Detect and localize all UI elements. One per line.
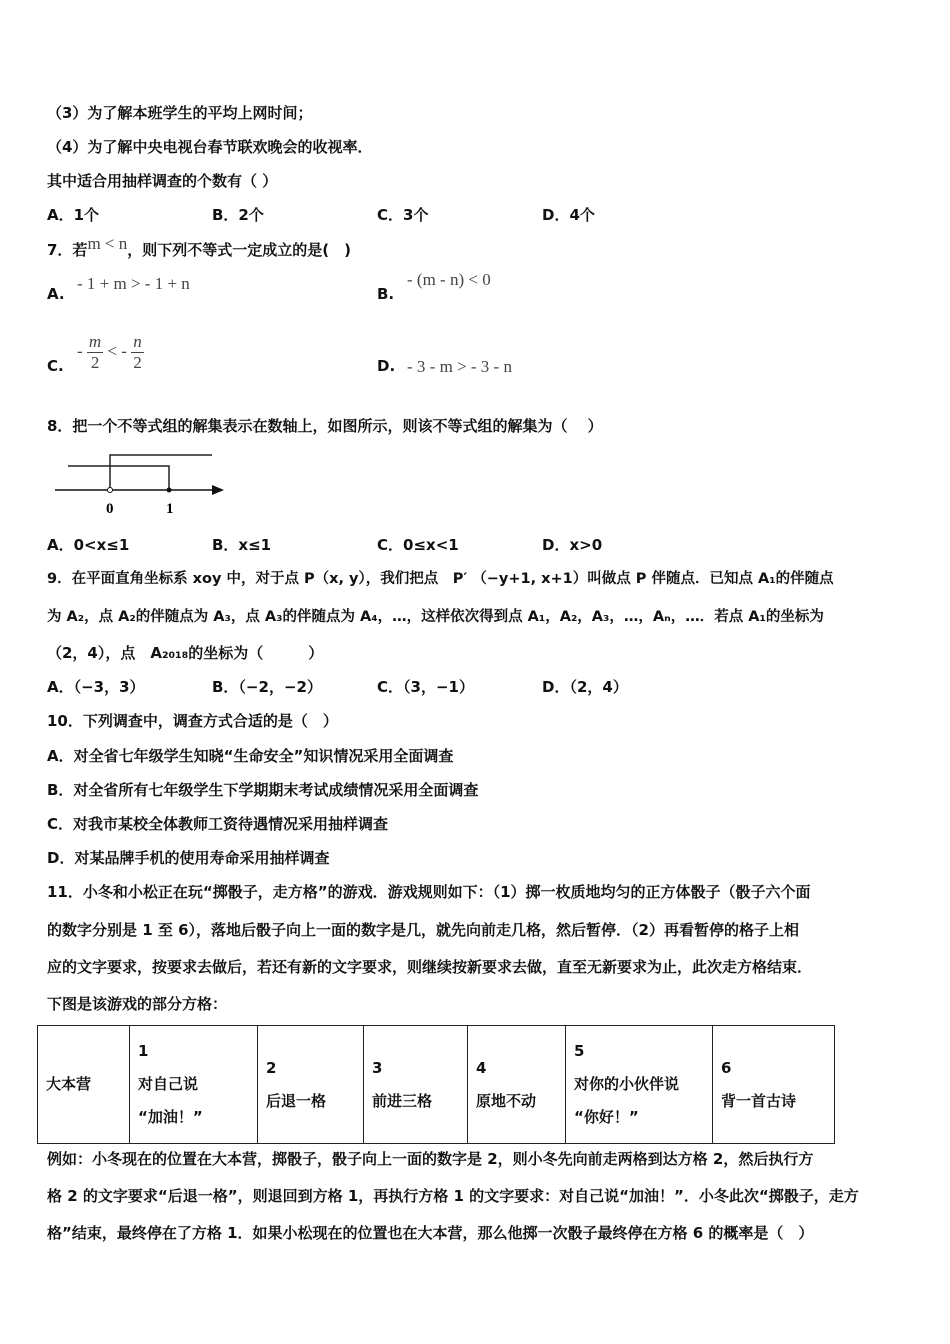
q11-example-line2: 格 2 的文字要求“后退一格”，则退回到方格 1，再执行方格 1 的文字要求：对自己说“加油！”．小冬此次“掷骰子，走方 (47, 1187, 859, 1205)
q11-example-line1: 例如：小冬现在的位置在大本营，掷骰子，骰子向上一面的数字是 2，则小冬先向前走两格到达方格 2，然后执行方 (47, 1150, 814, 1168)
cell-number: 6 (721, 1058, 732, 1077)
cell-text: 背一首古诗 (721, 1091, 797, 1110)
q11-line4: 下图是该游戏的部分方格： (47, 995, 228, 1013)
q9-option-d: D．（2，4） (542, 678, 628, 696)
q7-option-c (77, 332, 144, 373)
q7-label-a: A. (47, 285, 65, 303)
q7-stem (47, 234, 351, 260)
q8-option-a: A．0<x≤1 (47, 536, 130, 554)
q11-line1: 11．小冬和小松正在玩“掷骰子，走方格”的游戏．游戏规则如下：（1）掷一枚质地均匀的正方体骰子（骰子六个面 (47, 883, 811, 901)
q10-option-b: B．对全省所有七年级学生下学期期末考试成绩情况采用全面调查 (47, 781, 479, 799)
cell-number: 3 (372, 1058, 383, 1077)
q9-option-a: A．（−3，3） (47, 678, 145, 696)
q7-number: 7．若 (47, 241, 88, 259)
cell-3 (364, 1026, 468, 1144)
cell-number: 5 (574, 1042, 585, 1060)
q7-option-a: - 1 + m > - 1 + n (77, 274, 190, 293)
number-line-figure (40, 440, 280, 530)
cell-5 (566, 1026, 713, 1144)
cell-text: 大本营 (46, 1075, 92, 1093)
q11-line3: 应的文字要求，按要求去做后，若还有新的文字要求，则继续按新要求去做，直至无新要求为止，此次走方格结束． (47, 958, 813, 976)
fraction-m (87, 332, 103, 373)
cell-number: 1 (138, 1042, 149, 1060)
q7-label-c: C. (47, 357, 64, 375)
q6-option-b: B．2个 (212, 206, 264, 224)
q9-line3: （2，4），点 A₂₀₁₈的坐标为（ ） (47, 644, 324, 662)
q10-option-c: C．对我市某校全体教师工资待遇情况采用抽样调查 (47, 815, 389, 833)
q6-option-d: D．4个 (542, 206, 595, 224)
q11-example-line3: 格”结束，最终停在了方格 1．如果小松现在的位置也在大本营，那么他掷一次骰子最终停在方格 6 的概率是（ ） (47, 1224, 814, 1242)
numerator: n (133, 332, 142, 351)
cell-6 (713, 1026, 835, 1144)
tick-0: 0 (106, 501, 114, 517)
q6-item4: （4）为了解中央电视台春节联欢晚会的收视率． (47, 138, 373, 156)
cell-text: 前进三格 (372, 1091, 433, 1110)
q7-label-d: D. (377, 357, 396, 375)
cell-2 (258, 1026, 364, 1144)
cell-text: 对自己说 (138, 1075, 199, 1093)
denominator: 2 (133, 353, 142, 372)
q8-option-b: B．x≤1 (212, 536, 272, 554)
less-minus: < - (107, 341, 127, 361)
minus: - (77, 341, 83, 361)
cell-text: “加油！” (138, 1108, 203, 1126)
tick-1: 1 (166, 501, 174, 517)
q11-line2: 的数字分别是 1 至 6），落地后骰子向上一面的数字是几，就先向前走几格，然后暂停．（2）再看暂停的格子上相 (47, 921, 799, 939)
cell-text: “你好！” (574, 1108, 639, 1126)
q7-option-d: - 3 - m > - 3 - n (407, 357, 512, 376)
q6-option-c: C．3个 (377, 206, 429, 224)
q8-option-c: C．0≤x<1 (377, 536, 459, 554)
q9-option-c: C．（3，−1） (377, 678, 474, 696)
q10-option-d: D．对某品牌手机的使用寿命采用抽样调查 (47, 849, 330, 867)
q9-line1: 9．在平面直角坐标系 xoy 中，对于点 P（x, y），我们把点 P′ （−y+1, x+1）叫做点 P 伴随点．已知点 A₁的伴随点 (47, 571, 834, 587)
cell-text: 原地不动 (476, 1091, 537, 1110)
fraction-n (131, 332, 144, 373)
denominator: 2 (90, 353, 100, 372)
q6-item3: （3）为了解本班学生的平均上网时间； (47, 104, 313, 122)
numerator: m (88, 332, 102, 351)
q9-line2: 为 A₂，点 A₂的伴随点为 A₃，点 A₃的伴随点为 A₄，…，这样依次得到点 A₁，A₂，A₃，…，Aₙ，…．若点 A₁的坐标为 (47, 609, 824, 625)
cell-4 (468, 1026, 566, 1144)
q6-stem: 其中适合用抽样调查的个数有（ ） (47, 172, 278, 190)
q9-option-b: B．（−2，−2） (212, 678, 322, 696)
cell-text: 对你的小伙伴说 (574, 1075, 680, 1093)
cell-number: 2 (266, 1058, 277, 1077)
q10-option-a: A．对全省七年级学生知晓“生命安全”知识情况采用全面调查 (47, 747, 454, 765)
cell-1 (130, 1026, 258, 1144)
q7-label-b: B. (377, 285, 395, 303)
q7-question: ，则下列不等式一定成立的是( ) (127, 241, 351, 259)
q8-stem: 8．把一个不等式组的解集表示在数轴上，如图所示，则该不等式组的解集为（ ） (47, 417, 603, 435)
q6-option-a: A．1个 (47, 206, 100, 224)
game-board-table (37, 1025, 835, 1144)
q7-condition: m < n (87, 234, 128, 253)
q10-stem: 10．下列调查中，调查方式合适的是（ ） (47, 712, 338, 730)
cell-text: 后退一格 (266, 1091, 327, 1110)
cell-number: 4 (476, 1058, 487, 1077)
q8-option-d: D．x>0 (542, 536, 603, 554)
cell-base (38, 1026, 130, 1144)
q7-option-b: - (m - n) < 0 (407, 270, 491, 289)
